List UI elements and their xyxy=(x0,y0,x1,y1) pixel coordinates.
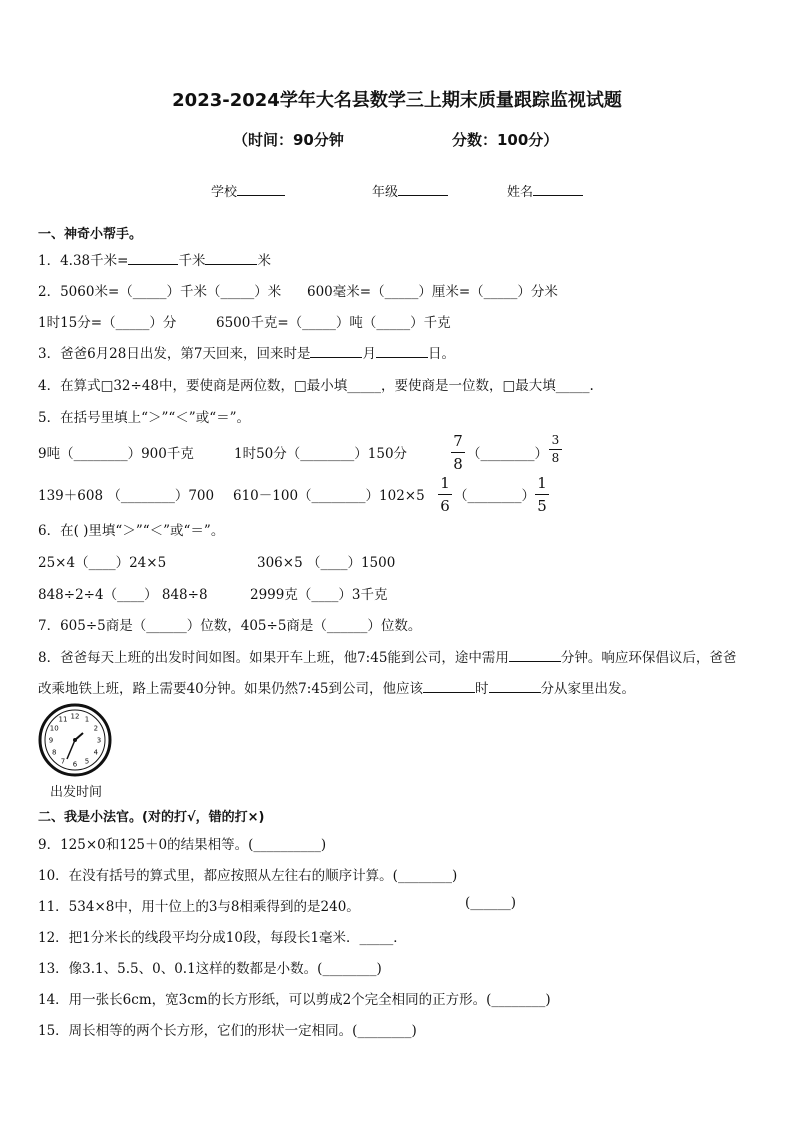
clock-number: 4 xyxy=(93,748,99,757)
exam-subtitle xyxy=(233,129,559,150)
grade-label: 年级 xyxy=(372,185,399,200)
section-1-heading: 一、神奇小帮手。 xyxy=(38,227,143,242)
question-9: 9．125×0和125＋0的结果相等。(__________) xyxy=(38,837,327,853)
clock-number: 5 xyxy=(84,757,90,766)
question-5-row-1c: （________） xyxy=(467,446,548,462)
clock-number: 8 xyxy=(51,748,57,757)
question-13: 13．像3.1、5.5、0、0.1这样的数都是小数。(________) xyxy=(38,961,382,977)
clock-number: 7 xyxy=(60,757,66,766)
question-5-row-2c: （________） xyxy=(454,488,535,504)
question-11-answer[interactable]: (______) xyxy=(465,895,517,911)
question-5: 5．在括号里填上“＞”“＜”或“＝”。 xyxy=(38,410,250,426)
fraction-3-8: 3 8 xyxy=(549,433,562,466)
school-field[interactable] xyxy=(211,181,285,200)
name-blank[interactable] xyxy=(533,181,583,196)
question-4: 4．在算式□32÷48中，要使商是两位数，□最小填_____，要使商是一位数，□最大填_____. xyxy=(38,378,594,394)
clock-number: 6 xyxy=(72,760,78,769)
question-5-row-2a: 139＋608 （________）700 xyxy=(38,488,215,504)
question-1: 1．4.38千米= 千米 米 xyxy=(38,249,271,269)
fraction-1-6: 1 6 xyxy=(438,473,452,516)
question-7: 7．605÷5商是（______）位数，405÷5商是（______）位数。 xyxy=(38,618,422,634)
school-blank[interactable] xyxy=(237,181,285,196)
question-11: 11．534×8中，用十位上的3与8相乘得到的是240。 xyxy=(38,899,360,915)
question-15: 15．周长相等的两个长方形，它们的形状一定相同。(________) xyxy=(38,1023,417,1039)
question-10: 10．在没有括号的算式里，都应按照从左往右的顺序计算。(________) xyxy=(38,868,458,884)
section-2-heading: 二、我是小法官。(对的打√，错的打×) xyxy=(38,810,265,825)
question-6: 6．在( )里填“＞”“＜”或“＝”。 xyxy=(38,523,225,539)
question-2d: 6500千克=（_____）吨（_____）千克 xyxy=(216,315,451,331)
answer-blank[interactable] xyxy=(489,678,541,693)
name-label: 姓名 xyxy=(507,185,534,200)
question-8-line-2: 改乘地铁上班，路上需要40分钟。如果仍然7:45到公司，他应该 时 分从家里出发。 xyxy=(38,677,635,697)
total-score: 分数：100分） xyxy=(452,131,559,149)
question-5-row-1b: 1时50分（________）150分 xyxy=(234,446,408,462)
question-6-row-2a: 848÷2÷4（____） 848÷8 xyxy=(38,587,208,603)
answer-blank[interactable] xyxy=(376,343,428,358)
time-limit: （时间：90分钟 xyxy=(233,131,344,149)
question-6-row-1a: 25×4（____）24×5 xyxy=(38,555,167,571)
clock-number: 11 xyxy=(58,715,68,724)
question-3: 3．爸爸6月28日出发，第7天回来，回来时是 月 日。 xyxy=(38,342,455,362)
clock-number: 12 xyxy=(70,712,80,721)
question-14: 14．用一张长6cm，宽3cm的长方形纸，可以剪成2个完全相同的正方形。(________) xyxy=(38,992,551,1008)
clock-number: 10 xyxy=(49,724,59,733)
question-8-line-1: 8．爸爸每天上班的出发时间如图。如果开车上班，他7:45能到公司，途中需用 分钟。响应环保倡议后，爸爸 xyxy=(38,646,736,666)
question-2a: 2．5060米=（_____）千米（_____）米 xyxy=(38,284,282,300)
clock-number: 2 xyxy=(93,724,99,733)
clock-icon xyxy=(38,703,112,777)
answer-blank[interactable] xyxy=(205,250,257,265)
question-12: 12．把1分米长的线段平均分成10段，每段长1毫米．_____． xyxy=(38,930,407,946)
question-2c: 1时15分=（_____）分 xyxy=(38,315,177,331)
grade-field[interactable] xyxy=(372,181,448,200)
answer-blank[interactable] xyxy=(509,647,561,662)
clock-number: 3 xyxy=(96,736,102,745)
name-field[interactable] xyxy=(507,181,583,200)
clock-number: 1 xyxy=(84,715,90,724)
question-5-row-1a: 9吨（________）900千克 xyxy=(38,446,194,462)
question-6-row-1b: 306×5 （____）1500 xyxy=(257,555,396,571)
grade-blank[interactable] xyxy=(398,181,448,196)
answer-blank[interactable] xyxy=(310,343,362,358)
clock-number: 9 xyxy=(48,736,54,745)
question-2b: 600毫米=（_____）厘米=（_____）分米 xyxy=(307,284,558,300)
question-5-row-2b: 610－100（________）102×5 xyxy=(233,488,425,504)
answer-blank[interactable] xyxy=(128,250,178,265)
fraction-1-5: 1 5 xyxy=(535,473,549,516)
school-label: 学校 xyxy=(211,185,238,200)
question-6-row-2b: 2999克（____）3千克 xyxy=(250,587,388,603)
fraction-7-8: 7 8 xyxy=(451,431,465,474)
clock-caption: 出发时间 xyxy=(50,785,103,800)
exam-title: 2023-2024学年大名县数学三上期末质量跟踪监视试题 xyxy=(172,90,622,111)
answer-blank[interactable] xyxy=(423,678,475,693)
